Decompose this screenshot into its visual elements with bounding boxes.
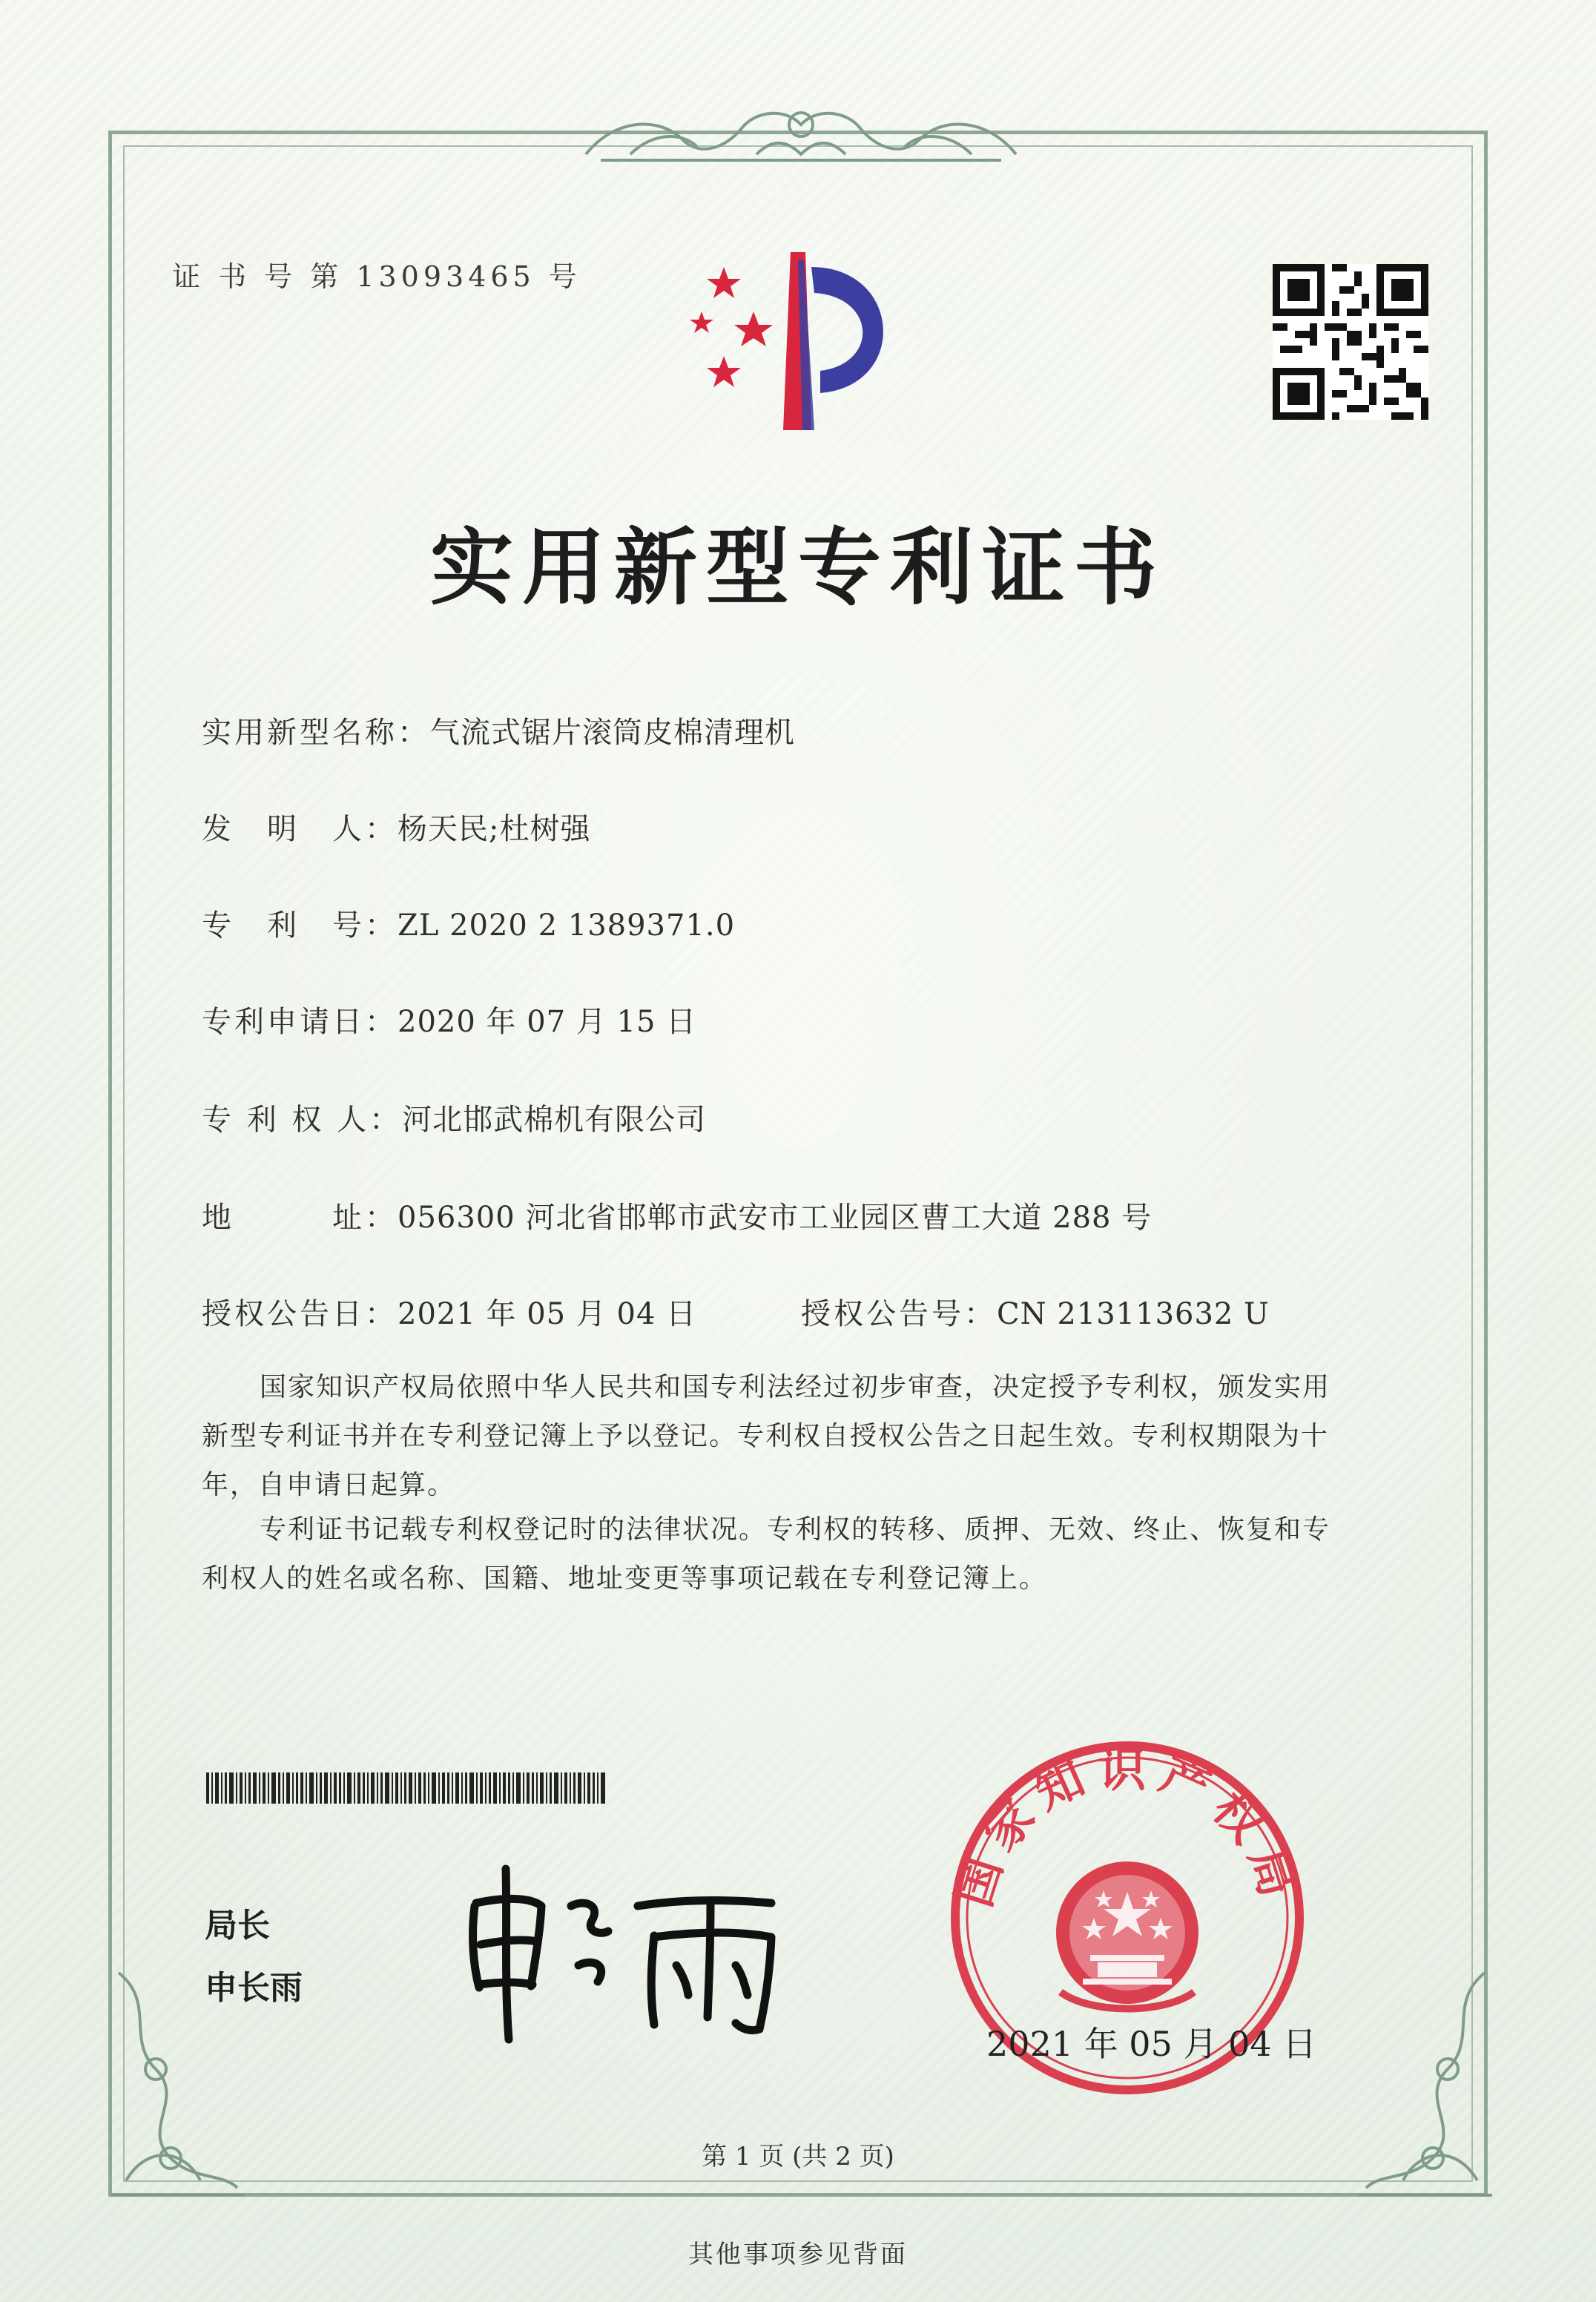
paragraph-legal-status — [202, 1505, 1388, 1603]
field-value: 2020 年 07 月 15 日 — [398, 1005, 697, 1039]
director-name: 申长雨 — [205, 1969, 303, 2007]
field-value: CN 213113632 U — [997, 1297, 1270, 1331]
footer-note: 其他事项参见背面 — [688, 2240, 908, 2269]
certificate-number: 证 书 号 第 13093465 号 — [172, 260, 581, 293]
barcode-icon — [206, 1772, 607, 1804]
field-address — [202, 1194, 1152, 1236]
seal-ring-text: 国家知识产权局 — [946, 1743, 1308, 1913]
field-grant-number — [801, 1290, 1270, 1333]
field-inventors — [202, 805, 590, 848]
text-line: 利权人的姓名或名称、国籍、地址变更等事项记载在专利登记簿上。 — [202, 1563, 1048, 1594]
director-title: 局长 — [205, 1907, 270, 1945]
field-value: 气流式锯片滚筒皮棉清理机 — [430, 716, 795, 750]
field-value: 2021 年 05 月 04 日 — [398, 1297, 697, 1331]
page-number: 第 1 页 (共 2 页) — [702, 2142, 894, 2171]
field-grant-date — [202, 1290, 696, 1333]
text-line: 新型专利证书并在专利登记簿上予以登记。专利权自授权公告之日起生效。专利权期限为十 — [202, 1421, 1330, 1451]
certificate-title: 实用新型专利证书 — [430, 519, 1166, 616]
field-label: 授权公告号： — [801, 1297, 997, 1331]
patent-office-logo — [679, 237, 931, 445]
seal-date: 2021 年 05 月 04 日 — [986, 2024, 1317, 2064]
field-label: 地 址： — [202, 1201, 398, 1235]
qr-code-icon — [1273, 264, 1428, 420]
paragraph-grant-statement — [202, 1363, 1388, 1510]
field-label: 发 明 人： — [202, 812, 398, 846]
field-label: 专 利 号： — [202, 908, 398, 943]
field-label: 实用新型名称： — [202, 716, 430, 750]
field-value: 056300 河北省邯郸市武安市工业园区曹工大道 288 号 — [398, 1201, 1153, 1235]
field-label: 专 利 权 人： — [202, 1103, 403, 1137]
field-value: ZL 2020 2 1389371.0 — [398, 908, 736, 943]
text-line: 年，自申请日起算。 — [202, 1470, 456, 1500]
handwritten-signature — [460, 1854, 801, 2047]
field-value: 河北邯武棉机有限公司 — [402, 1103, 707, 1137]
text-line: 专利证书记载专利权登记时的法律状况。专利权的转移、质押、无效、终止、恢复和专 — [260, 1514, 1331, 1545]
field-utility-model-name — [202, 709, 795, 751]
field-label: 专利申请日： — [202, 1005, 398, 1039]
field-patent-number — [202, 902, 735, 944]
top-ornament-icon — [571, 88, 1031, 169]
field-label: 授权公告日： — [202, 1297, 398, 1331]
field-application-date — [202, 998, 696, 1040]
text-line: 国家知识产权局依照中华人民共和国专利法经过初步审查，决定授予专利权，颁发实用 — [260, 1372, 1331, 1402]
field-value: 杨天民;杜树强 — [398, 812, 591, 846]
field-patentee — [202, 1096, 706, 1138]
